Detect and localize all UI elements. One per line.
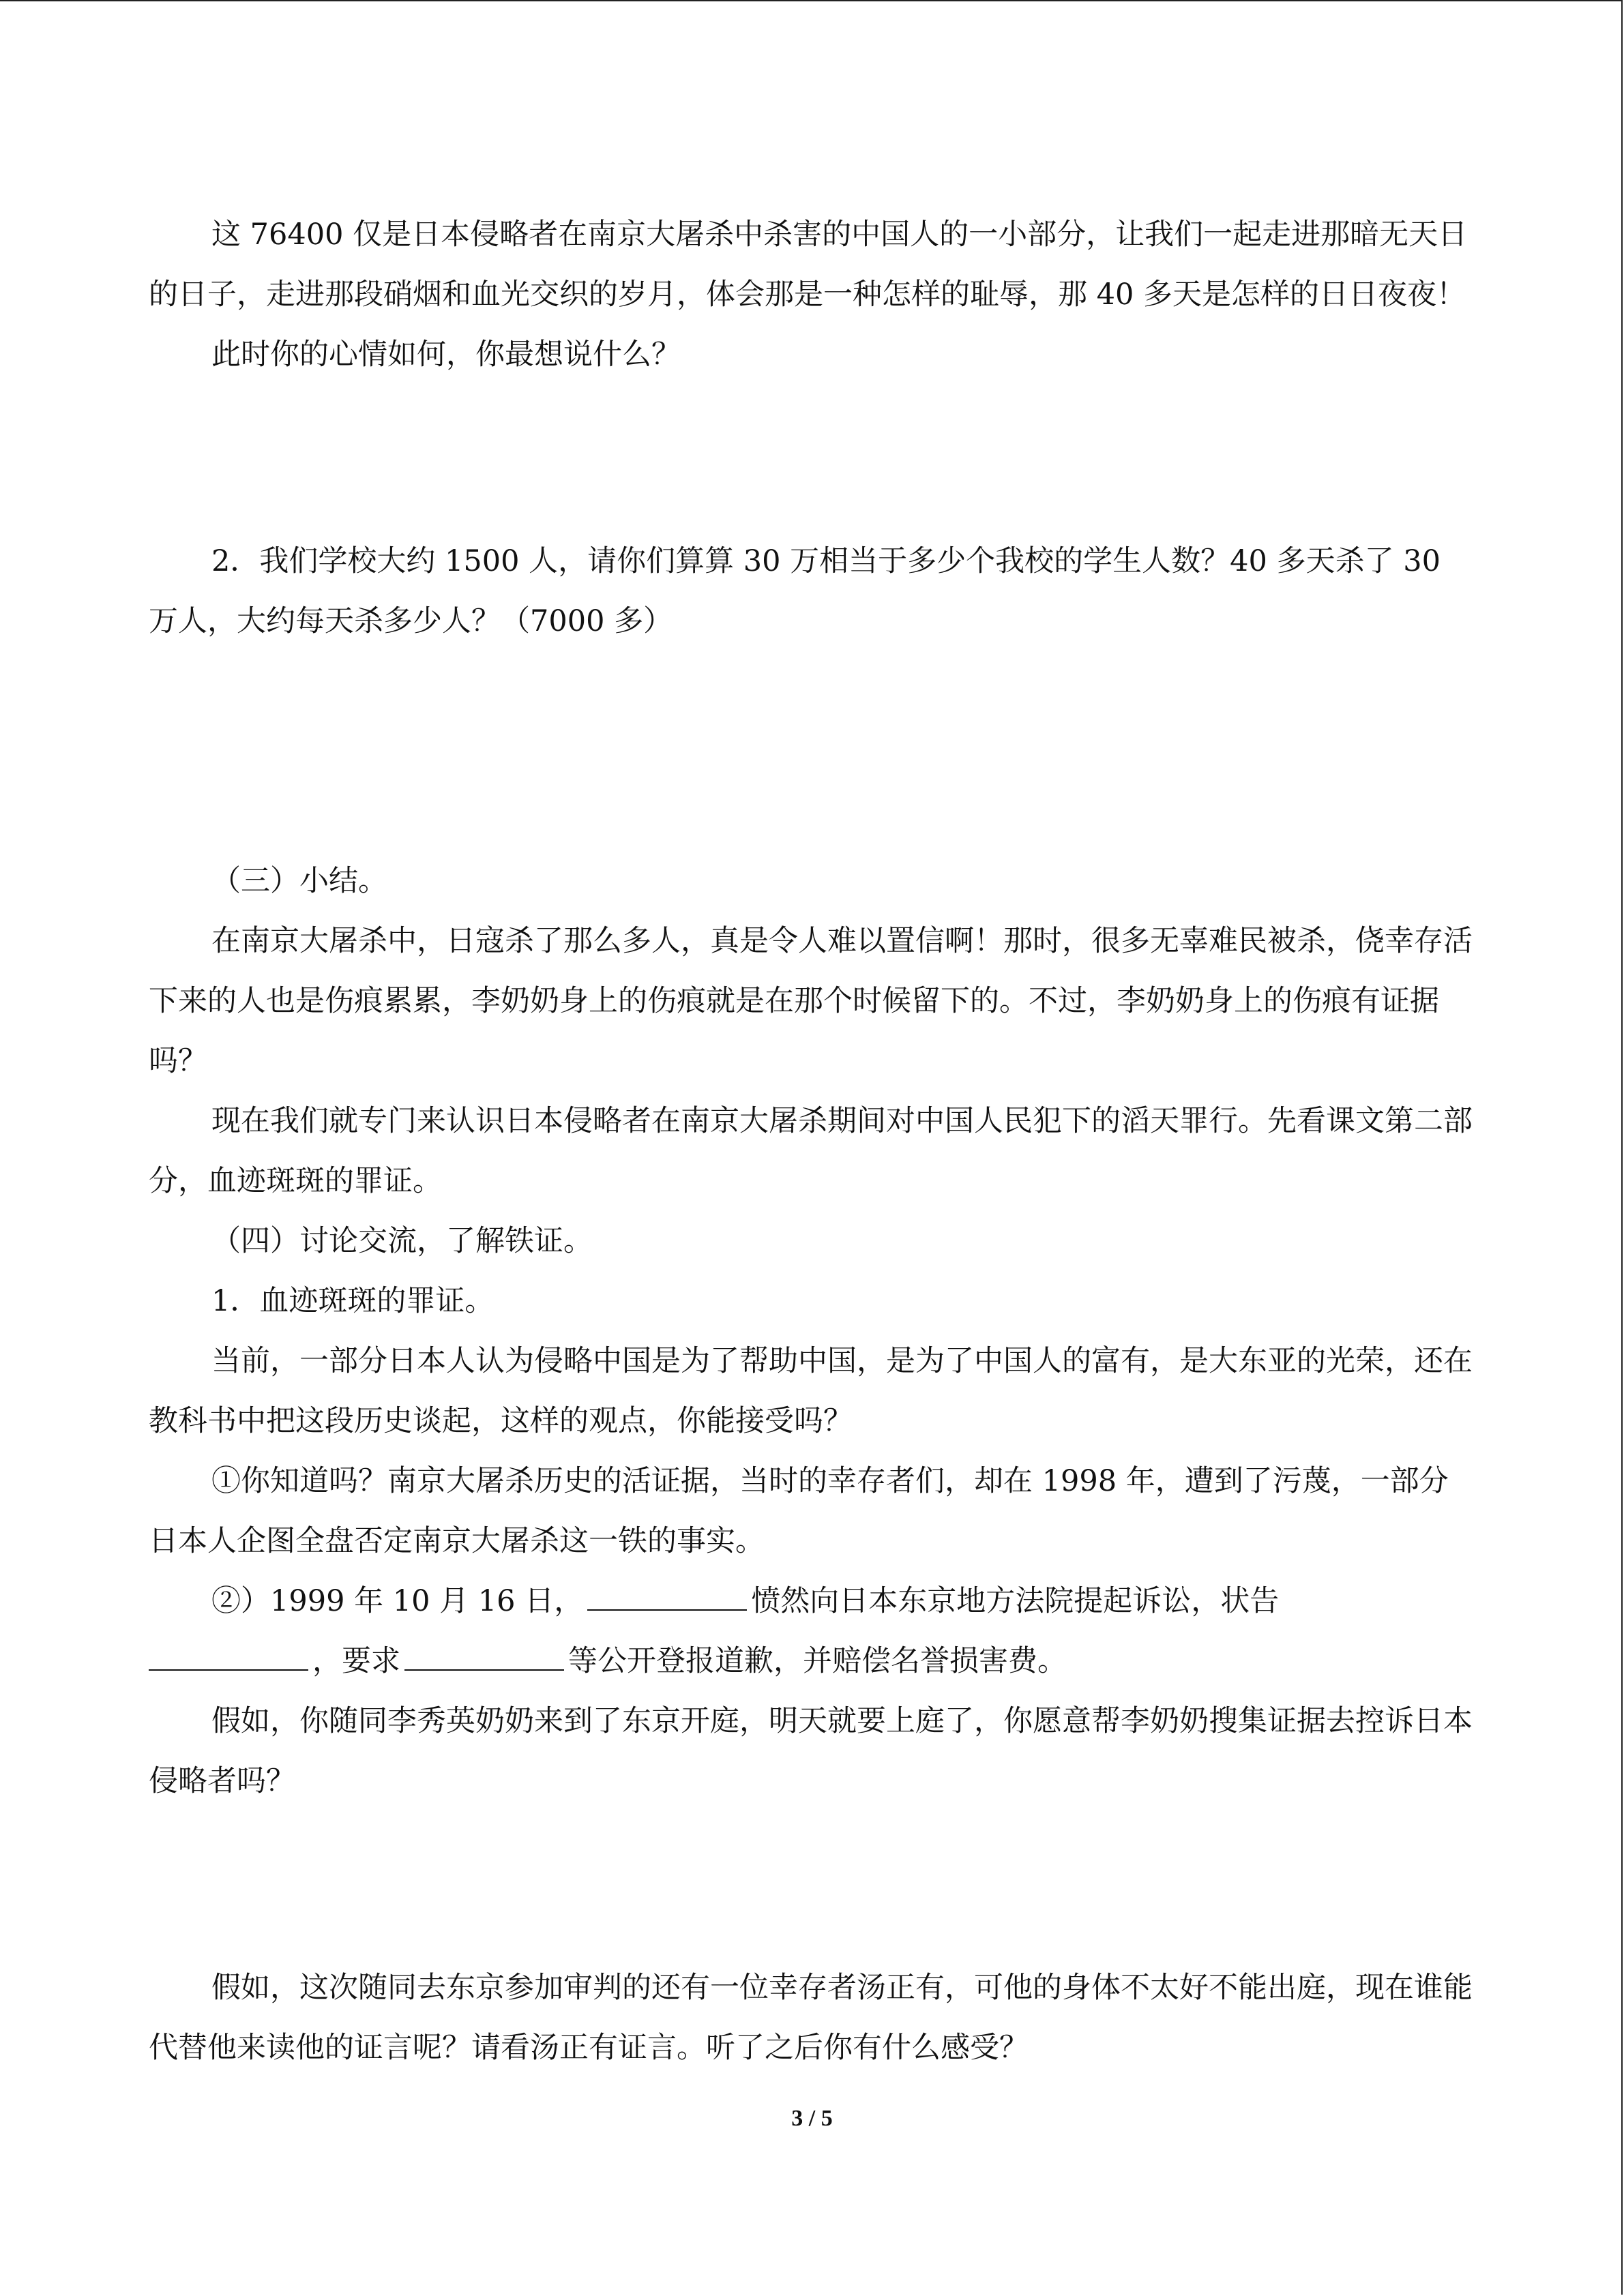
- paragraph-question-feeling: 此时你的心情如何，你最想说什么？: [211, 338, 681, 372]
- paragraph-tokyo-court: 假如，你随同李秀英奶奶来到了东京开庭，明天就要上庭了，你愿意帮李奶奶搜集证据去控诉日本侵略者吗？: [149, 1704, 1473, 1798]
- paragraph-fill-in-blank: [149, 1571, 1475, 1691]
- paragraph-current-views: 当前，一部分日本人认为侵略中国是为了帮助中国，是为了中国人的富有，是大东亚的光荣，还在教科书中把这段历史谈起，这样的观点，你能接受吗？: [149, 1344, 1473, 1438]
- subheading-evidence: 1．血迹斑斑的罪证。: [211, 1284, 494, 1318]
- section-heading-discussion: （四）讨论交流，了解铁证。: [211, 1224, 593, 1258]
- answer-blank-plaintiff[interactable]: [587, 1579, 747, 1611]
- document-body: [149, 205, 1475, 2078]
- fill-text-lawsuit: 愤然向日本东京地方法院提起诉讼，状告: [751, 1584, 1280, 1618]
- paragraph-intro: 这 76400 仅是日本侵略者在南京大屠杀中杀害的中国人的一小部分，让我们一起走进那暗无天日的日子，走进那段硝烟和血光交织的岁月，体会那是一种怎样的耻辱，那 40 多天是怎样的日日夜夜！: [149, 218, 1468, 312]
- page-number: 3 / 5: [791, 2106, 833, 2131]
- paragraph-summary: 在南京大屠杀中，日寇杀了那么多人，真是令人难以置信啊！那时，很多无辜难民被杀，侥幸存活下来的人也是伤痕累累，李奶奶身上的伤痕就是在那个时候留下的。不过，李奶奶身上的伤痕有证据吗？: [149, 924, 1473, 1078]
- fill-text-date: ②）1999 年 10 月 16 日，: [211, 1584, 584, 1618]
- fill-text-apology: 等公开登报道歉，并赔偿名誉损害费。: [568, 1644, 1067, 1678]
- paragraph-calculation: 2．我们学校大约 1500 人，请你们算算 30 万相当于多少个我校的学生人数？40 多天杀了 30 万人，大约每天杀多少人？（7000 多）: [149, 544, 1441, 638]
- paragraph-transition: 现在我们就专门来认识日本侵略者在南京大屠杀期间对中国人民犯下的滔天罪行。先看课文第二部分，血迹斑斑的罪证。: [149, 1104, 1473, 1198]
- paragraph-testimony: 假如，这次随同去东京参加审判的还有一位幸存者汤正有，可他的身体不太好不能出庭，现在谁能代替他来读他的证言呢？请看汤正有证言。听了之后你有什么感受？: [149, 1971, 1473, 2065]
- section-heading-summary: （三）小结。: [211, 864, 387, 898]
- answer-blank-respondent[interactable]: [404, 1639, 564, 1671]
- paragraph-did-you-know: ①你知道吗？南京大屠杀历史的活证据，当时的幸存者们，却在 1998 年，遭到了污蔑，一部分日本人企图全盘否定南京大屠杀这一铁的事实。: [149, 1464, 1449, 1558]
- fill-text-demand: ，要求: [312, 1644, 400, 1678]
- answer-blank-defendant[interactable]: [149, 1639, 308, 1671]
